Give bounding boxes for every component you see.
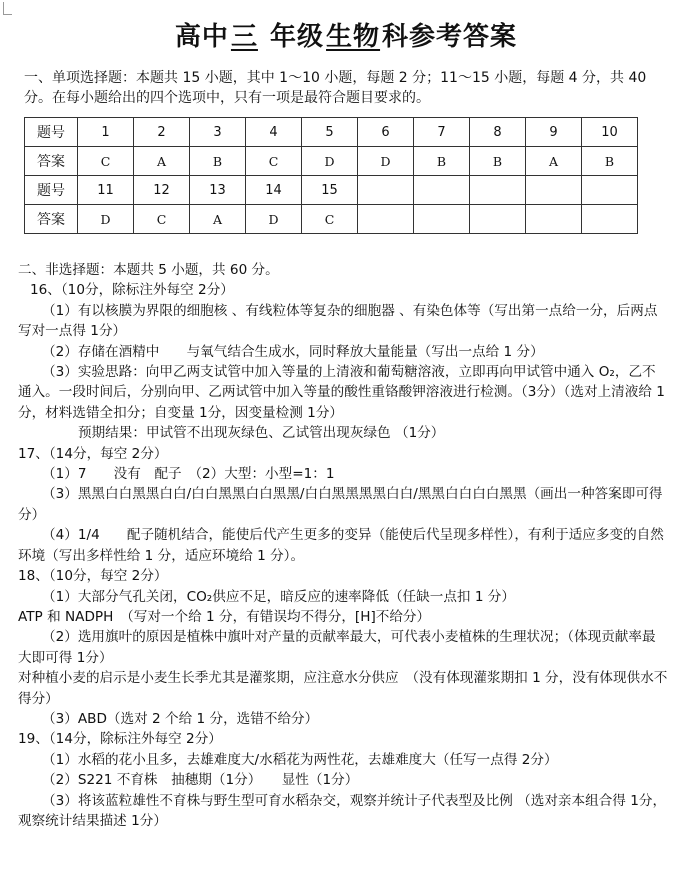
answer-cell: C xyxy=(134,205,190,234)
question-number: 7 xyxy=(414,118,470,147)
answer-cell: C xyxy=(246,147,302,176)
answer-cell xyxy=(582,205,638,234)
answer-cell: D xyxy=(78,205,134,234)
question-number: 1 xyxy=(78,118,134,147)
title-suffix: 科参考答案 xyxy=(382,22,518,52)
answer-cell xyxy=(358,205,414,234)
answer-cell: D xyxy=(246,205,302,234)
question-number: 11 xyxy=(78,176,134,205)
answer-cell: B xyxy=(414,147,470,176)
answer-cell: C xyxy=(302,205,358,234)
table-row xyxy=(25,118,638,147)
question-number xyxy=(358,176,414,205)
q17-answer-1: （1）7 没有 配子 （2）大型：小型=1：1 xyxy=(42,466,335,483)
table-row xyxy=(25,205,638,234)
question-label: 题号 xyxy=(25,118,78,147)
q17-heading: 17、（14分，每空 2分） xyxy=(18,445,168,462)
section1-intro: 一、单项选择题：本题共 15 小题，其中 1～10 小题，每题 2 分；11～15 小题，每题 4 分，共 40 分。在每小题给出的四个选项中，只有一项是最符合题目要求的。 xyxy=(24,70,647,106)
answer-cell xyxy=(470,205,526,234)
answer-label: 答案 xyxy=(25,147,78,176)
table-row xyxy=(25,176,638,205)
q16-answer-1: （1）有以核膜为界限的细胞核 、有线粒体等复杂的细胞器 、有染色体等（写出第一点给一分，后两点写对一点得 1分） xyxy=(18,302,658,340)
question-number: 3 xyxy=(190,118,246,147)
answer-cell xyxy=(414,205,470,234)
question-number: 6 xyxy=(358,118,414,147)
answer-cell: D xyxy=(302,147,358,176)
answer-label: 答案 xyxy=(25,205,78,234)
answer-cell: D xyxy=(358,147,414,176)
q18-answer-2b: 对种植小麦的启示是小麦生长季尤其是灌浆期，应注意水分供应 （没有体现灌浆期扣 1 分，没有体现供水不得分） xyxy=(18,670,668,707)
q19-heading: 19、（14分，除标注外每空 2分） xyxy=(18,731,222,748)
question-number xyxy=(526,176,582,205)
q16-answer-2: （2）存储在酒精中 与氧气结合生成水，同时释放大量能量（写出一点给 1 分） xyxy=(42,343,544,360)
answer-cell: A xyxy=(526,147,582,176)
q17-answer-3: （3）黑黑白白黑黑白白/白白黑黑白白黑黑/白白黑黑黑黑白白/黑黑白白白白黑黑（画出一种答案即可得分） xyxy=(18,486,663,523)
question-number: 15 xyxy=(302,176,358,205)
question-number: 14 xyxy=(246,176,302,205)
q18-answer-3: （3）ABD（选对 2 个给 1 分，选错不给分） xyxy=(42,710,319,727)
question-number xyxy=(470,176,526,205)
answer-table xyxy=(24,117,638,234)
title-prefix: 高中 xyxy=(174,22,229,52)
answer-cell: A xyxy=(190,205,246,234)
title-subject: 生物 xyxy=(326,22,381,52)
question-number: 12 xyxy=(134,176,190,205)
question-number: 10 xyxy=(582,118,638,147)
q18-answer-1b: ATP 和 NADPH （写对一个给 1 分，有错误均不得分，[H]不给分） xyxy=(18,608,431,625)
q18-answer-2: （2）选用旗叶的原因是植株中旗叶对产量的贡献率最大，可代表小麦植株的生理状况；（体现贡献率最大即可得 1分） xyxy=(18,629,656,666)
answer-cell xyxy=(526,205,582,234)
answer-cell: C xyxy=(78,147,134,176)
answer-cell: B xyxy=(190,147,246,176)
question-number: 8 xyxy=(470,118,526,147)
q16-answer-3: （3）实验思路：向甲乙两支试管中加入等量的上清液和葡萄糖溶液，立即再向甲试管中通入 O₂，乙不通入。一段时间后，分别向甲、乙两试管中加入等量的酸性重铬酸钾溶液进行检测。（3分）（选对上清液给 1分，材料选错全扣分；自变量 1分，因变量检测 1分） xyxy=(18,364,665,421)
question-number xyxy=(414,176,470,205)
answer-cell: B xyxy=(470,147,526,176)
question-number: 5 xyxy=(302,118,358,147)
q16-heading: 16、（10分，除标注外每空 2分） xyxy=(30,282,234,299)
q18-answer-1: （1）大部分气孔关闭，CO₂供应不足，暗反应的速率降低（任缺一点扣 1 分） xyxy=(42,588,515,605)
answer-cell: A xyxy=(134,147,190,176)
section2 xyxy=(18,260,668,831)
table-row xyxy=(25,147,638,176)
q18-heading: 18、（10分，每空 2分） xyxy=(18,568,168,585)
title-grade: 三 xyxy=(230,22,258,52)
question-label: 题号 xyxy=(25,176,78,205)
question-number: 13 xyxy=(190,176,246,205)
section2-intro: 二、非选择题：本题共 5 小题，共 60 分。 xyxy=(18,262,279,278)
q19-answer-1: （1）水稻的花小且多，去雄难度大/水稻花为两性花，去雄难度大（任写一点得 2分） xyxy=(42,751,558,768)
question-number: 4 xyxy=(246,118,302,147)
title-middle: 年级 xyxy=(270,22,325,52)
question-number: 2 xyxy=(134,118,190,147)
q17-answer-4: （4）1/4 配子随机结合，能使后代产生更多的变异（能使后代呈现多样性），有利于适应多变的自然环境（写出多样性给 1 分，适应环境给 1 分）。 xyxy=(18,527,664,564)
page-title xyxy=(0,16,692,53)
q16-expected-result: 预期结果：甲试管不出现灰绿色、乙试管出现灰绿色 （1分） xyxy=(78,425,445,442)
question-number xyxy=(582,176,638,205)
q19-answer-3: （3）将该蓝粒雄性不育株与野生型可育水稻杂交，观察并统计子代表型及比例 （选对亲本组合得 1分，观察统计结果描述 1分） xyxy=(18,792,667,829)
corner-mark xyxy=(3,2,12,15)
question-number: 9 xyxy=(526,118,582,147)
q19-answer-2: （2）S221 不育株 抽穗期（1分） 显性（1分） xyxy=(42,772,359,789)
answer-cell: B xyxy=(582,147,638,176)
